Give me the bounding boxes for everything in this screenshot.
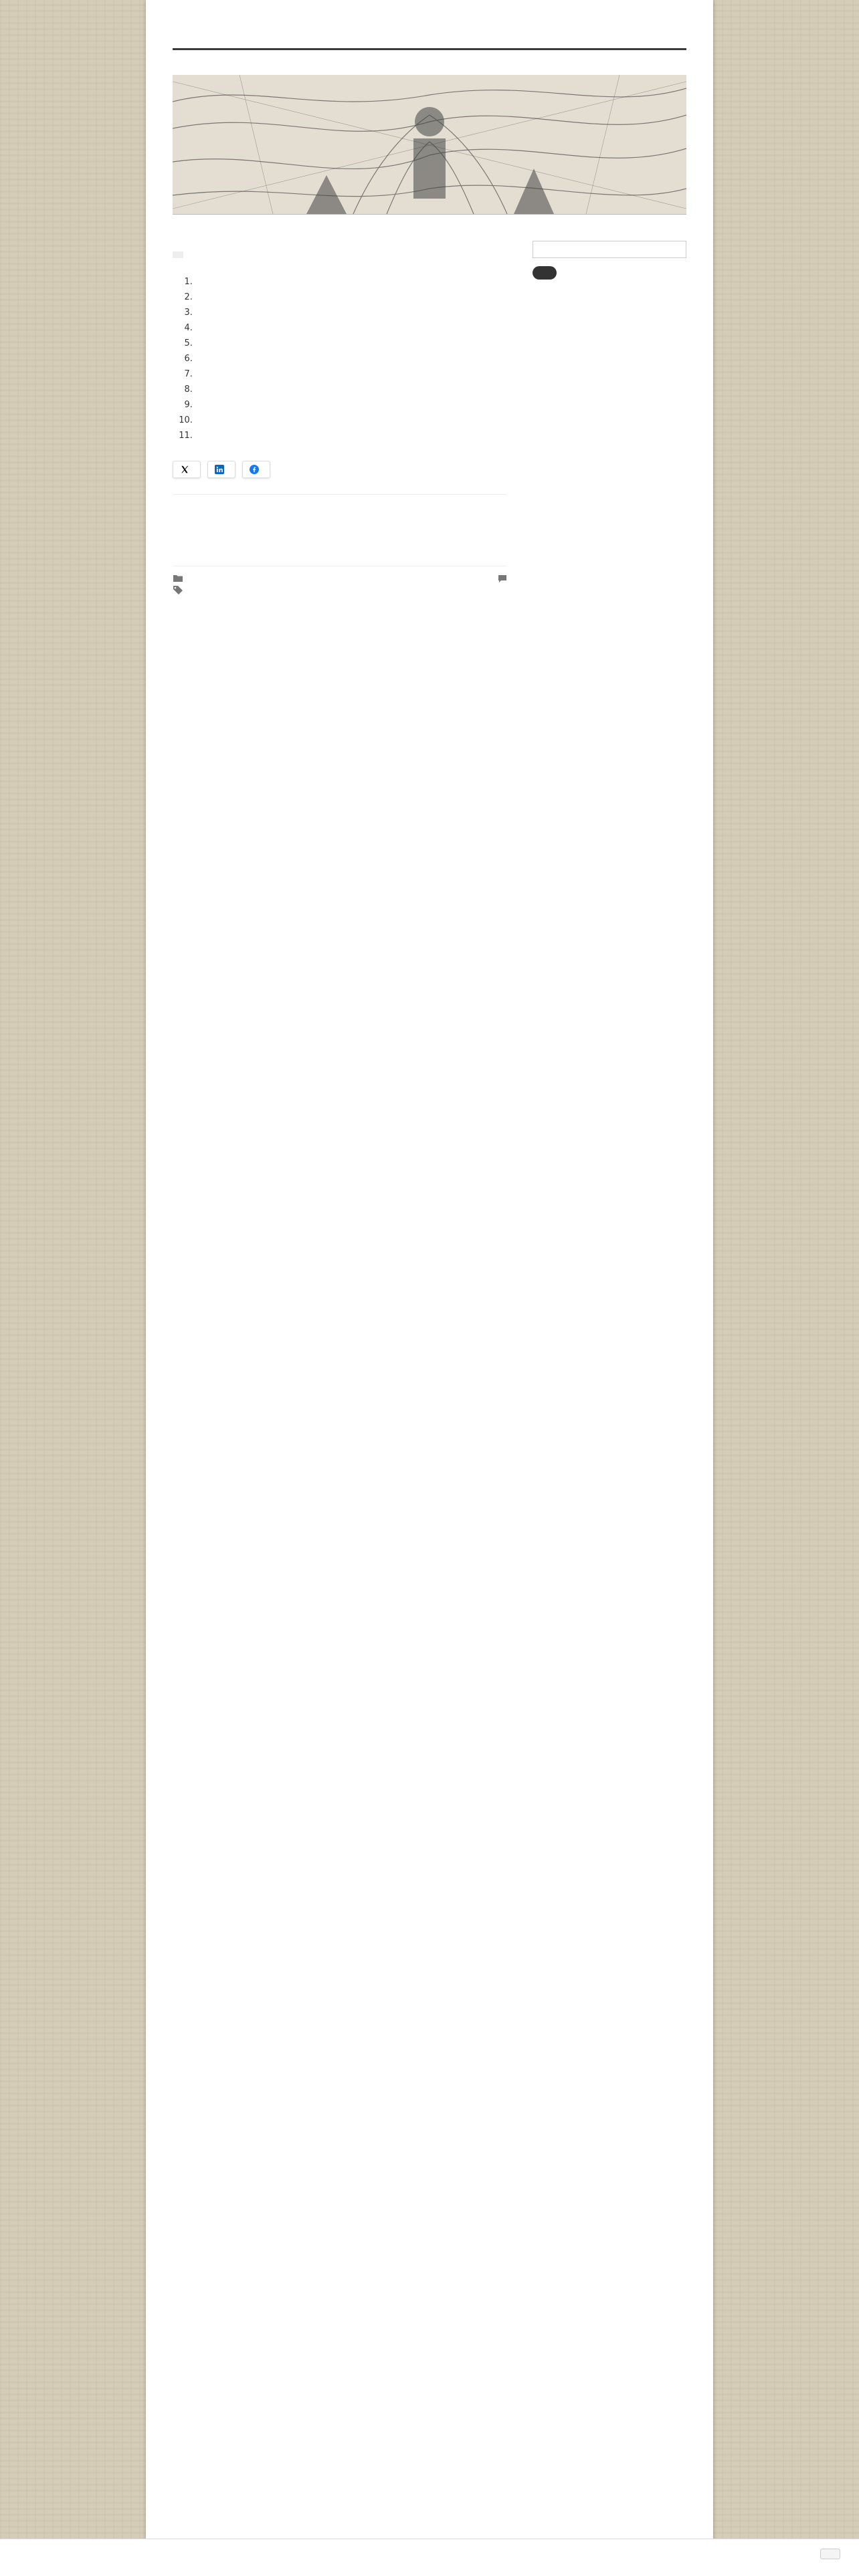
linkedin-share-button[interactable] <box>207 461 235 478</box>
post-date[interactable] <box>173 251 183 258</box>
like-widget-area <box>173 494 507 535</box>
filed-under-row <box>173 573 507 582</box>
step-10 <box>195 414 507 427</box>
step-2 <box>195 291 507 304</box>
steps-list <box>173 276 507 442</box>
step-1 <box>195 276 507 288</box>
sidebar <box>533 234 686 305</box>
post-body <box>173 276 507 442</box>
step-3 <box>195 306 507 319</box>
step-6 <box>195 352 507 365</box>
follow-button[interactable] <box>533 266 557 280</box>
facebook-share-button[interactable] <box>242 461 270 478</box>
facebook-icon <box>250 465 259 474</box>
cookie-banner <box>0 2539 859 2576</box>
step-11 <box>195 429 507 442</box>
twitter-icon <box>180 465 189 474</box>
header-engraving-image <box>173 75 686 215</box>
post-content <box>173 238 507 597</box>
email-field[interactable] <box>533 241 686 258</box>
page <box>146 0 713 2576</box>
tagged-row <box>173 585 507 595</box>
main-nav <box>173 48 686 78</box>
comment-icon <box>498 574 507 582</box>
twitter-share-button[interactable] <box>173 461 201 478</box>
background-right <box>713 0 859 2576</box>
folder-icon <box>173 573 183 582</box>
share-buttons <box>173 461 507 478</box>
comments-link-wrap <box>498 573 507 583</box>
step-8 <box>195 383 507 396</box>
step-4 <box>195 322 507 334</box>
linkedin-icon <box>215 465 224 474</box>
step-5 <box>195 337 507 350</box>
close-and-accept-button[interactable] <box>820 2549 840 2559</box>
step-9 <box>195 399 507 411</box>
tag-links-wrap <box>189 585 309 595</box>
background-left <box>0 0 146 2576</box>
tag-icon <box>173 585 183 595</box>
step-7 <box>195 368 507 381</box>
post-meta <box>173 566 507 595</box>
